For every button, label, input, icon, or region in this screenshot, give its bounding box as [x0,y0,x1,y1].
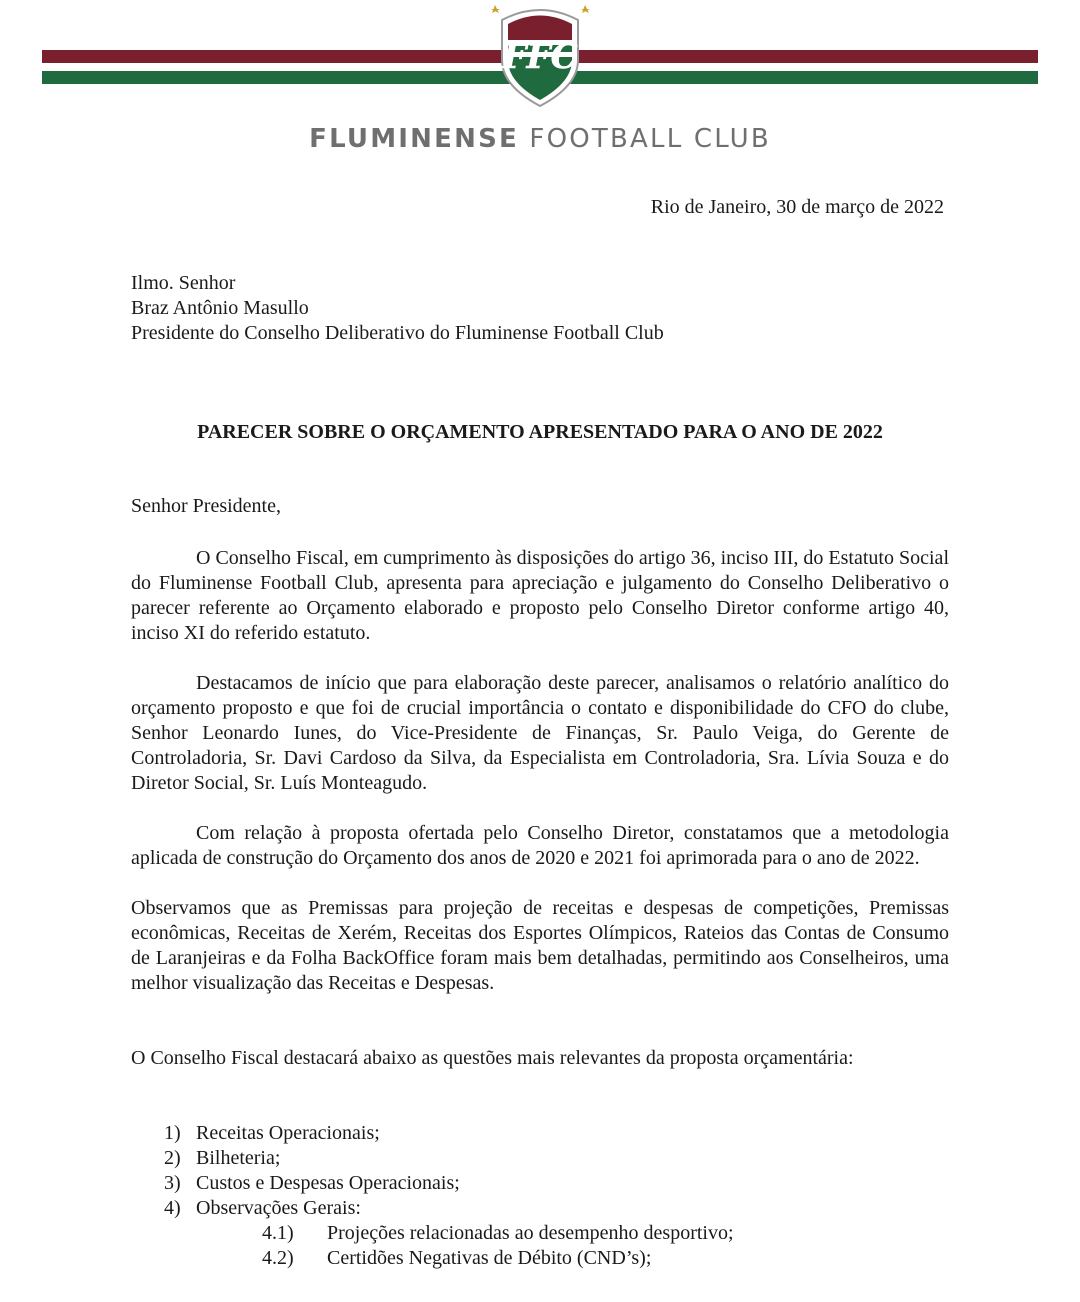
list-item-text: Bilheteria; [196,1147,281,1169]
document-title: PARECER SOBRE O ORÇAMENTO APRESENTADO PARA O ANO DE 2022 [197,421,883,443]
paragraph-1: O Conselho Fiscal, em cumprimento às disposições do artigo 36, inciso III, do Estatuto Social do Fluminense Football Club, apresenta para apreciação e julgamento do Conselho Deliberativo o parecer referente ao Orçamento elaborado e proposto pelo Conselho Diretor conforme artigo 40, inciso XI do referido estatuto. [131,547,949,644]
svg-text:FFC: FFC [502,37,578,77]
letter-date: Rio de Janeiro, 30 de março de 2022 [650,196,944,218]
list-item-text: Certidões Negativas de Débito (CND’s); [327,1247,652,1269]
paragraph-3: Com relação à proposta ofertada pelo Conselho Diretor, constatamos que a metodologia aplicada de construção do Orçamento dos anos de 2020 e 2021 foi aprimorada para o ano de 2022. [131,822,949,869]
club-name [0,124,1080,154]
list-item-number: 1) [164,1122,181,1144]
list-item-number: 4.2) [262,1247,294,1269]
paragraph-5: O Conselho Fiscal destacará abaixo as questões mais relevantes da proposta orçamentária: [131,1047,854,1069]
list-item-text: Receitas Operacionais; [196,1122,380,1144]
recipient-salutation-line: Ilmo. Senhor [131,272,236,294]
recipient-name: Braz Antônio Masullo [131,297,309,319]
recipient-block [131,271,664,346]
fluminense-crest-icon [486,0,594,112]
club-name-light: FOOTBALL CLUB [529,124,771,154]
club-name-bold: FLUMINENSE [309,124,519,154]
list-item-number: 2) [164,1147,181,1169]
list-item-text: Custos e Despesas Operacionais; [196,1172,460,1194]
list-item-number: 4.1) [262,1222,294,1244]
list-item-number: 3) [164,1172,181,1194]
list-item-text: Observações Gerais: [196,1197,361,1219]
paragraph-2: Destacamos de início que para elaboração deste parecer, analisamos o relatório analítico do orçamento proposto e que foi de crucial importância o contato e disponibilidade do CFO do clube, Senhor Leonardo Iunes, do Vice-Presidente de Finanças, Sr. Paulo Veiga, do Gerente de Controladoria, Sr. Davi Cardoso da Silva, da Especialista em Controladoria, Sra. Lívia Souza e do Diretor Social, Sr. Luís Monteagudo. [131,672,949,794]
salutation: Senhor Presidente, [131,495,281,517]
letterhead [0,0,1080,170]
paragraph-4: Observamos que as Premissas para projeção de receitas e despesas de competições, Premissas econômicas, Receitas de Xerém, Receitas dos Esportes Olímpicos, Rateios das Contas de Consumo de Laranjeiras e da Folha BackOffice foram mais bem detalhadas, permitindo aos Conselheiros, uma melhor visualização das Receitas e Despesas. [131,897,949,994]
list-item-text: Projeções relacionadas ao desempenho desportivo; [327,1222,734,1244]
recipient-title: Presidente do Conselho Deliberativo do Fluminense Football Club [131,322,664,344]
list-item-number: 4) [164,1197,181,1219]
